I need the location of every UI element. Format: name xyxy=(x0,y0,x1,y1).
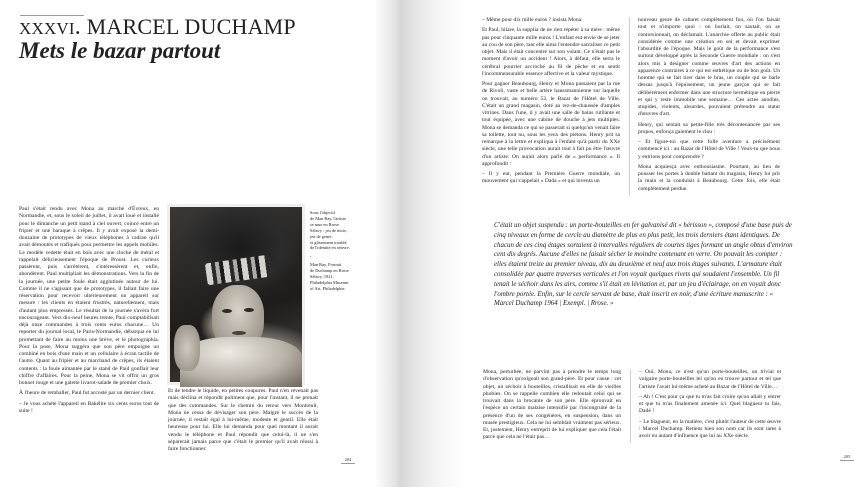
photo-lips xyxy=(232,331,246,335)
portrait-photo xyxy=(170,207,302,382)
paragraph: Et Paul, hilare, la supplia de ne rien répéter à sa mère : même pas pour cinquante mille euros ! L'enfant eut envie de se jeter au cou de son père, tant elle aima l'entendre sacraliser ce petit objet. Mais il était concentré sur son volant. Ce n'était pas le moment d'avoir un accident ! Alors, à défaut, elle serra le cérébral pourrier accroché au fil de pêche et en sentit l'incommensurable essence affective et la valeur mystique. xyxy=(482,27,620,77)
right-column-1 xyxy=(482,17,620,189)
photo-eye xyxy=(244,308,254,312)
photo-caption xyxy=(310,210,372,295)
chapter-name: MARCEL DUCHAMP xyxy=(86,14,296,39)
caption-line: Sous l'objectif xyxy=(310,210,336,215)
paragraph: Pour gagner Beaubourg, Henry et Mona passaient par la rue de Rivoli, vaste et belle artère haussmannienne sur laquelle on trouvait, au numéro 52, le Bazar de l'Hôtel de Ville. C'était un grand magasin, doté au rez-de-chaussée d'amples vitrines. Dans l'une, il y avait une salle de bains rutilante et tout équipée, avec une cabine de douche à jets multiples. Mona se demanda ce qui se passerait si quelqu'un venait faire sa toilette, tout nu, sous les yeux des piétons. Henry prit sa remarque à la lettre et expliqua à l'enfant qu'à partir du XXe siècle, une telle provocation aurait tout à fait pu être l'œuvre d'un artiste. On aurait alors parlé de « performance ». Il approfondit : xyxy=(482,81,620,167)
caption-line: de Man Ray, l'artiste xyxy=(310,215,347,221)
paragraph: – Et figure-toi que cette folle aventure a précisément commencé ici : au Bazar de l'Hôtel de Ville ! Veux-tu que nous y entrions pour comprendre ? xyxy=(638,139,780,160)
right-column-4-text xyxy=(639,369,781,440)
caption-line: de Duchamp en Rrose xyxy=(310,268,349,274)
paragraph: Mona, perturbée, ne parvint pas à prendre le temps long d'observation qu'exigeait son grand-père. Et pour cause : cet objet, un séchoir à bouteilles, cristallisait en elle de vieilles phobies. On se rappelle combien elle redoutait celui qui se trouvait dans la brocante de son père. Elle éprouvait en l'espèce un certain malaise intensifié par l'incongruité de la présence d'un de ses congénères, en suspension, dans un musée prestigieux. Cela ne lui semblait vraiment pas sérieux. Et, justement, Henry entreprit de lui expliquer que cela l'était parce que cela ne l'était pas… xyxy=(483,369,621,441)
photo-hand xyxy=(174,325,200,371)
right-column-4 xyxy=(630,369,780,443)
caption-line: jeu de genre, xyxy=(310,233,333,239)
right-column-2 xyxy=(629,17,779,196)
paragraph: – Ah ! C'est pour ça que tu m'as fait croire qu'on allait y entrer et que tu m'as finalement amenée ici. Quel blagueur tu fais, Dadé ! xyxy=(639,393,781,415)
right-page xyxy=(400,0,851,487)
right-column-2-text xyxy=(638,17,780,193)
paragraph: – Même pour dix mille euros ? insista Mona. xyxy=(482,17,583,23)
caption-line: de l'identité en oeuvre. xyxy=(310,245,350,251)
caption-part-2 xyxy=(310,262,372,292)
left-column-2 xyxy=(168,388,318,456)
paragraph: – Le blagueur, en la matière, c'est plutôt l'auteur de cette œuvre : Marcel Duchamp. Retiens bien son nom car ils sont rares à avoir eu autant d'influence que lui au XXe siècle. xyxy=(639,418,781,439)
caption-separator: - xyxy=(310,254,312,260)
gutter-shadow-right xyxy=(400,0,464,487)
paragraph: Henry, qui sentait sa petite-fille très décontenancée par ses propos, enfonça gaiement le clou : xyxy=(638,121,780,135)
paragraph: – Je vous achète l'appareil en Bakélite six cents euros tout de suite ! xyxy=(19,400,159,414)
caption-line: Philadelphia Museum xyxy=(310,279,349,285)
page-number-right: 205 xyxy=(840,454,854,461)
page-number-left: 204 xyxy=(341,457,355,464)
pull-quote: C'était un objet suspendu : un porte-bouteilles en fer galvanisé dit « hérisson », composé d'une base puis de cinq niveaux en forme de cercle au diamètre de plus en plus petit, les trois derniers étant identiques. De chacun de ces cinq étages sortaient à intervalles réguliers de courtes tiges formant un angle obtus d'environ cent dix degrés. Aucune d'elles ne faisait sécher le moindre contenant en verre. On pouvait les compter : elles étaient treize au premier niveau, dix au deuxième et neuf aux trois étages suivants. L'armature était consolidée par quatre traverses verticales et l'on voyait quelques rivets qui soudaient l'ensemble. Un fil tenait le séchoir dans les airs, comme s'il était en lévitation et, par un jeu d'éclairage, on en voyait donc l'ombre portée. Enfin, sur le cercle servant de base, était inscrit en noir, d'une écriture manuscrite : « Marcel Duchamp 1964 | Exempl. | Rrose. » xyxy=(494,222,793,308)
paragraph: – Il y eut, pendant la Première Guerre mondiale, un mouvement qui s'appelait « Dada » et qui inventa un xyxy=(482,171,620,185)
caption-line: of Art, Philadelphie. xyxy=(310,285,346,291)
caption-line: Man Ray, Portrait xyxy=(310,262,342,268)
left-page xyxy=(0,0,400,487)
photo-eye xyxy=(222,309,232,313)
gutter-shadow-left xyxy=(374,0,400,487)
caption-line: et glissement troublé xyxy=(310,239,347,245)
caption-line: Sélavy : jeu de mots, xyxy=(310,227,347,233)
paragraph: – Oui, Mona, ce n'est qu'un porte-bouteilles, un trivial et vulgaire porte-bouteilles tel qu'on en trouve partout et tel que l'artiste l'avait lui-même acheté au Bazar de l'Hôtel de Ville… xyxy=(639,369,781,390)
paragraph: nouveau genre de cabaret complètement fou, où l'on faisait tout et n'importe quoi : on hurlait, on sautait, on se contorsionnait, on déclamait. L'anarchie offerte au public était considérée comme une création en soi et devait exprimer l'absurdité de l'époque. Mais le goût de la performance s'est surtout développé après la Seconde Guerre mondiale : on s'est alors mis à désigner comme œuvres d'art des actions en apparence contraires à ce qui est esthétique ou de bon goût. Un homme qui se fait tirer dans le bras, un couple qui se barle dessus jusqu'à l'épuisement, un jeune garçon qui se fait délibérément enfermer dans une structure hermétique en pierre et qui y reste immobile une semaine… Ces actes anodins, stupides, violents, absurdes, pouvaient prétendre au statut d'œuvres d'art. xyxy=(638,17,780,118)
right-column-3 xyxy=(483,369,621,445)
paragraph: Et de tendre le liquide, en petites coupures. Paul n'en revenait pas mais déclina et répondit poliment que, pour l'instant, il ne prenait que des commandes. Sur le chemin du retour vers Montreuil, Mona ne cessa de dévisager son père. Malgré le succès de la journée, il restait égal à lui-même, modeste et gentil. Elle était heureuse pour lui. Elle lui demanda pour quel montant il aurait vendu le téléphone et Paul répondit que celui-là, il ne s'en séparerait jamais parce que c'était le premier qu'il avait réussi à faire fonctionner. xyxy=(168,388,318,452)
caption-line: se mue en Rrose xyxy=(310,221,339,227)
caption-part-1 xyxy=(310,210,372,251)
paragraph: Mona acquiesça avec enthousiasme. Pourtant, au lieu de pousser les portes à double battant du magasin, Henry lui prit la main et la conduisit à Beaubourg. Cette fois, elle était complètement perdue. xyxy=(638,163,780,192)
chapter-number: xxxvi. xyxy=(19,14,81,40)
chapter-title xyxy=(19,14,296,41)
caption-line: Sélavy, 1921, xyxy=(310,274,334,280)
left-column-1 xyxy=(19,206,159,418)
chapter-subtitle: Mets le bazar partout xyxy=(19,38,221,63)
paragraph: À l'heure de remballer, Paul fut accosté par un dernier client. xyxy=(19,390,155,397)
paragraph: Paul s'était rendu avec Mona au marché d'Évreux, en Normandie, et, sous le soleil de juillet, il avait loué et installé pour le dimanche un petit stand à ciel ouvert, coincé entre un fripier et une baraque à crêpes. Il y avait exposé la demi-douzaine de prototypes de vieux téléphones à cadran qu'il avait démontés et trafiqués pour permettre les appels mobiles. Le modèle vedette était en bois avec une cloche de métal et rappelait délicieusement l'époque de Proust. Les curieux passèrent, puis s'arrêtèrent, s'intéressèrent et, enfin, abondèrent. Paul multipliait les démonstrations. Vers la fin de la journée, une petite foule était agglutinée autour de lui. Comme il ne s'agissait que de prototypes, il fallait faire une réservation pour recevoir ultérieurement un appareil sur mesure : les clients en étaient frustrés, naturellement, mais d'autant plus empressés. Le résultat de la journée s'avéra fort encourageant. Vers dix-neuf heures trente, Paul comptabilisait déjà onze commandes à trois cents euros chacune… Un reporter du journal local, le Paris-Normandie, débarqua en lui promettant de faire au moins une brève, et le photographia. Pour la pose, Mona suggéra que son père empoigne un combiné en bois d'une main et un cellulaire à écran tactile de l'autre. Quant au fripier et au marchand de crêpes, ils étaient contents : la foule aimantée par le stand de Paul gonflait leur chiffre d'affaires. Pour la peine, Mona se vit offrir un gros bonnet rouge et une galette livarot-salade de premier choix. xyxy=(19,206,159,386)
